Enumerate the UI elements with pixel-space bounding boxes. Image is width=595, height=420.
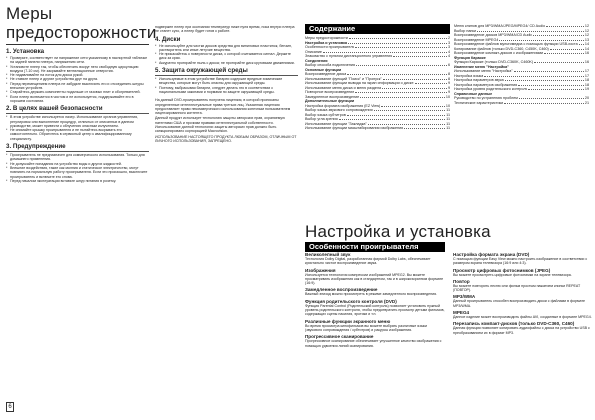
toc-entry-title: Использование функции масштабирования изображения xyxy=(305,126,404,130)
bullet-item: * Проигрыватель не предназначен для коммерческого использования. Только для домашнего применения. xyxy=(6,153,149,162)
feature-heading: MPEG4 xyxy=(453,310,470,316)
toc-leader-dots xyxy=(355,45,446,48)
toc-list-a xyxy=(305,36,450,131)
toc-leader-dots xyxy=(348,41,447,44)
toc-leader-dots xyxy=(550,47,584,50)
toc-entry-page: 17 xyxy=(584,69,589,73)
feature-heading: Перезапись компакт-дисков (только DVD-C360, C460) xyxy=(453,321,575,327)
toc-entry-title: Изменение меню "Настройка" xyxy=(454,64,509,69)
toc-entry-page: 9 xyxy=(447,81,450,85)
toc-leader-dots xyxy=(393,54,447,57)
warning-bullets xyxy=(6,153,149,183)
bullet-item: * Используемые в этом устройстве батареи содержат вредные химические вещества, которые могут быть опасны для окружающей среды. xyxy=(155,77,298,86)
toc-entry-title: Использование меню "Настройка" xyxy=(454,69,513,73)
intro-paragraph: подвержен плеер при окончании температур ниже нуля время, пока внутри плеера не станет сухо, а плеер будет готов к работе. xyxy=(155,25,295,34)
toc-leader-dots xyxy=(499,38,584,41)
toc-entry-page: 13 xyxy=(584,37,589,42)
toc-entry-page: 21 xyxy=(584,100,589,105)
bullet-item: * В этом устройстве используется лазер. Использование органов управления, регулировок или выполнение процедур, отличных от описанных в данном руководстве, может привести к облучению опасным излучением. xyxy=(6,115,149,128)
feature-text: Данная функция позволяет копировать аудиофайлы с диска на устройство USB с преобразованием их в формат MP3. xyxy=(453,326,590,335)
toc-entry-page: 18 xyxy=(584,78,589,82)
features-banner: Особенности проигрывателя xyxy=(305,242,445,252)
toc-entry-title: Особенности проигрывателя xyxy=(305,45,355,49)
feature-text: Вы можете повторить песню или фильм простым нажатием кнопки REPEAT (ПОВТОР). xyxy=(453,283,581,293)
toc-entry-title: Настройка параметров звука xyxy=(454,78,504,82)
toc-leader-dots xyxy=(349,36,447,39)
feature-heading: Функция родительского контроля (DVD) xyxy=(305,298,397,304)
discs-bullets xyxy=(155,44,298,65)
toc-entry-page: 8 xyxy=(447,76,450,81)
toc-entry-title: Использование функции "Закладка" xyxy=(305,121,367,126)
toc-entry[interactable] xyxy=(454,101,589,106)
toc-entry-title: Настройка уровня родительского контроля xyxy=(454,87,528,91)
toc-entry-title: Копирование файлов (только DVD-C360, C450K, C460) xyxy=(454,46,549,51)
feature-heading: Настройка формата экрана (DVD) xyxy=(453,252,530,257)
bullet-item: * Не используйте для чистки дисков средства для виниловых пластинок, бензин, растворитель или иные летучие вещества. xyxy=(155,44,298,53)
toc-entry-title: Основные функции xyxy=(305,67,342,72)
toc-entry-page: 12 xyxy=(584,33,589,37)
toc-leader-dots xyxy=(579,42,584,45)
feature-heading: Великолепный звук xyxy=(305,252,351,257)
bullet-item: * Не снимайте крышку проигрывателя и не пытайтесь вскрывать его самостоятельно. Обратитесь в сервисный центр к квалифицированному специалисту. xyxy=(6,128,149,141)
toc-entry-page: 11 xyxy=(446,121,450,126)
toc-leader-dots xyxy=(477,29,584,32)
environment-bullets xyxy=(155,77,298,94)
install-title: Настройка и установка xyxy=(305,222,491,241)
toc-list-b xyxy=(454,24,589,105)
toc-entry-page: 11 xyxy=(446,112,450,117)
toc-entry-page: 18 xyxy=(584,82,589,87)
toc-entry-title: Выбор угла зрения xyxy=(305,117,338,121)
toc-entry-title: Соединения xyxy=(305,58,328,63)
bullet-item: * Старайтесь держать компоненты подальше от газовых плит и обогревателей. xyxy=(6,90,149,94)
page-number: 6 xyxy=(6,402,14,412)
toc-column-b xyxy=(454,24,589,105)
toc-entry-title: Выбор языка звукового сопровождения xyxy=(305,108,373,112)
toc-entry-title: Дополнительные функции xyxy=(305,99,355,103)
feature-heading: MP3/WMA xyxy=(453,294,476,300)
toc-leader-dots xyxy=(347,72,447,75)
toc-entry-title: Использование функции вывода на экран информации о диске xyxy=(305,81,414,85)
toc-entry-page: 4 xyxy=(447,49,450,54)
section-heading-safety: 2. В целях вашей безопасности xyxy=(6,105,149,114)
bullet-item: * Проверьте, соответствует ли напряжение сети указанному в паспортной табличке на задней панели плеера, напряжению сети. xyxy=(6,56,149,65)
toc-entry-page: 3 xyxy=(447,45,450,49)
toc-entry-title: Меню клипов для MP3/WMA/JPEG/MPEG4/ CD Audio xyxy=(454,24,546,28)
toc-entry[interactable] xyxy=(305,126,450,131)
toc-leader-dots xyxy=(505,78,584,81)
toc-column-a xyxy=(305,24,450,131)
toc-entry-page: 19 xyxy=(584,87,589,91)
feature-heading: Различные функции экранного меню xyxy=(305,318,391,324)
toc-entry-page: 14 xyxy=(584,46,589,51)
toc-entry-page: 4 xyxy=(447,54,450,58)
feature-heading: Замедленное воспроизведение xyxy=(305,287,378,293)
title-rule xyxy=(6,44,149,45)
toc-leader-dots xyxy=(533,33,583,36)
bullet-item: * Не допускайте попадания на устройство воды и других жидкостей. xyxy=(6,162,149,166)
feature-heading: Повтор xyxy=(453,278,470,284)
bullet-item: * Если плеер включается в чистом и не используется, поддерживайте его в хорошем состоянии. xyxy=(6,95,149,104)
toc-entry-title: Выбор способа подключения xyxy=(305,63,355,67)
toc-leader-dots xyxy=(519,96,584,99)
toc-leader-dots xyxy=(382,86,447,89)
toc-entry-page: 3 xyxy=(447,40,450,45)
section-heading-install: 1. Установка xyxy=(6,48,45,55)
feature-text: Важный эпизод можно просмотреть в режиме замедленного воспроизведения. xyxy=(305,292,438,297)
toc-entry-page: 17 xyxy=(584,73,589,78)
license-paragraph: На данный DVD-проигрыватель получена лицензия, в которой прописаны определенные интеллектуальные права третьих лиц. Указанная лицензия предоставляет право некоммерческого использования конечным пользователем лицензированного контента. xyxy=(155,98,291,116)
toc-leader-dots xyxy=(504,101,584,104)
macrovision-paragraph: Данный продукт использует технологию защиты авторских прав, охраняемую патентами США и прочими правами интеллектуальной собственности. Использование данной технологии защиты авторских прав должно быть санкционировано корпорацией Macrovision. xyxy=(155,116,285,134)
feature-text: Вы можете просмотреть цифровые фотоснимки на экране телевизора. xyxy=(453,272,572,277)
toc-entry-page: 12 xyxy=(584,24,589,28)
toc-entry-page: 10 xyxy=(445,94,450,99)
toc-entry-title: Настройка языка xyxy=(454,73,484,78)
toc-entry-page: 14 xyxy=(584,42,589,46)
toc-leader-dots xyxy=(323,50,447,53)
section-heading-discs: 4. Диски xyxy=(155,35,181,43)
toc-entry-page: 8 xyxy=(447,72,450,76)
toc-entry-title: Воспроизведение файлов мультимедиа с помощью функции USB-хоста xyxy=(454,42,578,46)
toc-leader-dots xyxy=(383,77,447,80)
feature-heading: Изображения xyxy=(305,267,336,273)
toc-leader-dots xyxy=(381,104,445,107)
toc-entry-page: 10 xyxy=(445,103,450,108)
bullet-item: * Установите плеер так, чтобы обеспечить вокруг него свободную циркуляцию воздуха (7-10 см). Не закрывайте вентиляционные отверстия. xyxy=(6,65,149,74)
features-left xyxy=(305,250,445,348)
usage-paragraph: ИСПОЛЬЗОВАНИЕ НАСТОЯЩЕГО ПРОДУКТА ЛЮБЫМ ОБРАЗОМ, ОТЛИЧНЫМ ОТ ЛИЧНОГО ИСПОЛЬЗОВАНИЯ, ЗАПРЕЩЕНО. xyxy=(155,134,297,143)
toc-entry-page: 6 xyxy=(447,63,450,67)
install-section xyxy=(305,222,592,348)
page-title: Меры предосторожности xyxy=(6,4,157,42)
toc-entry-page: 20 xyxy=(584,96,589,100)
toc-entry-title: Воспроизведение диска xyxy=(305,72,347,76)
toc-leader-dots xyxy=(374,108,446,111)
toc-leader-dots xyxy=(514,69,584,72)
column-precautions xyxy=(6,4,157,183)
toc-entry-page: 12 xyxy=(584,28,589,33)
toc-entry-title: Меры предосторожности xyxy=(305,36,348,40)
toc-entry-page: 9 xyxy=(447,90,450,94)
toc-entry-page: 16 xyxy=(584,51,589,55)
toc-entry-page: 11 xyxy=(446,117,450,121)
toc-leader-dots xyxy=(347,113,445,116)
toc-entry-title: Повторное воспроизведение xyxy=(305,90,355,94)
toc-entry-page: 9 xyxy=(447,85,450,90)
toc-entry-title: Выбор языка субтитров xyxy=(305,112,346,117)
toc-entry-title: Функции Караоке (только DVD-C360K, C460K) xyxy=(454,60,534,64)
install-bullets xyxy=(6,56,149,103)
toc-leader-dots xyxy=(368,122,445,125)
toc-entry-title: Воспроизведение компакт-дисков с изображениями xyxy=(454,51,544,55)
toc-leader-dots xyxy=(404,126,445,129)
section-heading-environment: 5. Защита окружающей среды xyxy=(155,67,298,76)
feature-text: Данный проигрыватель способен воспроизводить диски с файлами в формате MP3/WMA. xyxy=(453,299,585,308)
toc-entry-title: Воспроизведение дисков MP3/WMA/CD Audio xyxy=(454,33,533,37)
bullet-item: * Внешние воздействия, такие как молния и статическое электричество, могут повлиять на нормальную работу проигрывателя. Если это произошло, выключите проигрыватель и включите его снова. xyxy=(6,166,149,179)
toc-leader-dots xyxy=(415,81,447,84)
toc-entry-title: Настройка параметров изображения xyxy=(454,82,518,87)
section-heading-warning: 3. Предупреждение xyxy=(6,143,149,152)
toc-entry-page: 16 xyxy=(584,60,589,64)
toc-entry-title: Выбор папки xyxy=(454,28,477,33)
toc-entry-title: Описание xyxy=(305,49,322,54)
bullet-item: * Не прикасайтесь к поверхности диска, с которой считывается сигнал. Держите диск за края. xyxy=(155,52,298,61)
toc-entry-title: Использование меню диска и меню раздела xyxy=(305,85,382,90)
feature-heading: Просмотр цифровых фотоснимков (JPEG) xyxy=(453,267,551,273)
toc-leader-dots xyxy=(339,117,446,120)
feature-text: С помощью функции Easy View можно настроить изображение в соответствии с размером экрана телевизора (16:9 или 4:3). xyxy=(453,257,588,266)
toc-leader-dots xyxy=(360,95,445,98)
toc-entry-title: Воспроизведение MPEG4 xyxy=(454,37,499,42)
toc-entry-title: Настройка и установка xyxy=(305,40,348,45)
toc-entry-title: Настройка формата изображения (EZ View) xyxy=(305,103,381,108)
bullet-item: * Перед перемещением плеера не забудьте выключить его и отсоединить шнуры внешних устройств. xyxy=(6,82,149,91)
bullet-item: * Аккуратно протирайте пыль с диска; не протирайте диск круговыми движениями. xyxy=(155,61,298,65)
toc-banner: Содержание xyxy=(305,24,450,34)
feature-heading: Прогрессивное сканирование xyxy=(305,334,374,340)
feature-text: Во время просмотра кинофильмов вы можете выбрать различные языки (звукового сопровождения / субтитров) и ракурсы изображения. xyxy=(305,323,428,332)
toc-leader-dots xyxy=(518,83,584,86)
toc-entry-title: Технические характеристики xyxy=(454,100,504,105)
toc-entry-title: Знакомство с пультом дистанционного управления xyxy=(305,54,393,58)
toc-leader-dots xyxy=(355,90,447,93)
bullet-item: * Не надавливайте на лоток для диска рукой. xyxy=(6,73,149,77)
features-right xyxy=(453,250,593,335)
toc-entry-title: Руководство по устранению проблем xyxy=(454,96,518,100)
bullet-item: * Перед началом эксплуатации вставьте шнур питания в розетку. xyxy=(6,179,149,183)
bullet-item: * Поэтому, выбрасывая батареи, следует делать это в соответствии с национальными законами и нормами по защите окружающей среды. xyxy=(155,86,298,95)
toc-leader-dots xyxy=(534,60,584,63)
toc-leader-dots xyxy=(546,24,584,27)
toc-leader-dots xyxy=(484,74,584,77)
feature-text: Прогрессивное сканирование обеспечивает улучшенное качество изображения с помощью удвоения линий сканирования. xyxy=(305,339,442,348)
toc-entry-title: Функция Караоке xyxy=(454,55,486,60)
column-precautions-cont xyxy=(155,24,298,143)
toc-entry-title: Замедленное воспроизведение xyxy=(305,94,360,99)
toc-leader-dots xyxy=(544,51,584,54)
feature-text: Используется технология компрессии изображений MPEG2. Вы можете просматривать изображения как в стандартном, так и в широкоэкранном формате (16:9). xyxy=(305,272,444,286)
bullet-item: * Не ставьте плеер и другие устройства друг на друга. xyxy=(6,77,149,81)
feature-text: Функция Parental Control (Родительский контроль) позволяет установить нужный уровень родительского контроля, чтобы предотвратить просмотр детьми фильмов, содержащих сцены насилия, эротики и т.п. xyxy=(305,303,445,317)
toc-entry-page: 2 xyxy=(447,36,450,40)
feature-text: Данное изделие может воспроизводить файлы AVI, созданные в формате MPEG4. xyxy=(453,315,592,320)
toc-leader-dots xyxy=(356,63,447,66)
safety-bullets xyxy=(6,115,149,141)
toc-entry-page: 11 xyxy=(446,126,450,130)
feature-text: Технология Dolby Digital, разработанная фирмой Dolby Labs, обеспечивает кристально чистое воспроизведение звука. xyxy=(305,257,431,266)
toc-entry-title: Использование функций "Поиск" и "Пропуск" xyxy=(305,76,382,81)
toc-entry-page: 11 xyxy=(446,108,450,112)
toc-leader-dots xyxy=(528,87,583,90)
toc-entry-title: Справочные данные xyxy=(454,91,493,96)
